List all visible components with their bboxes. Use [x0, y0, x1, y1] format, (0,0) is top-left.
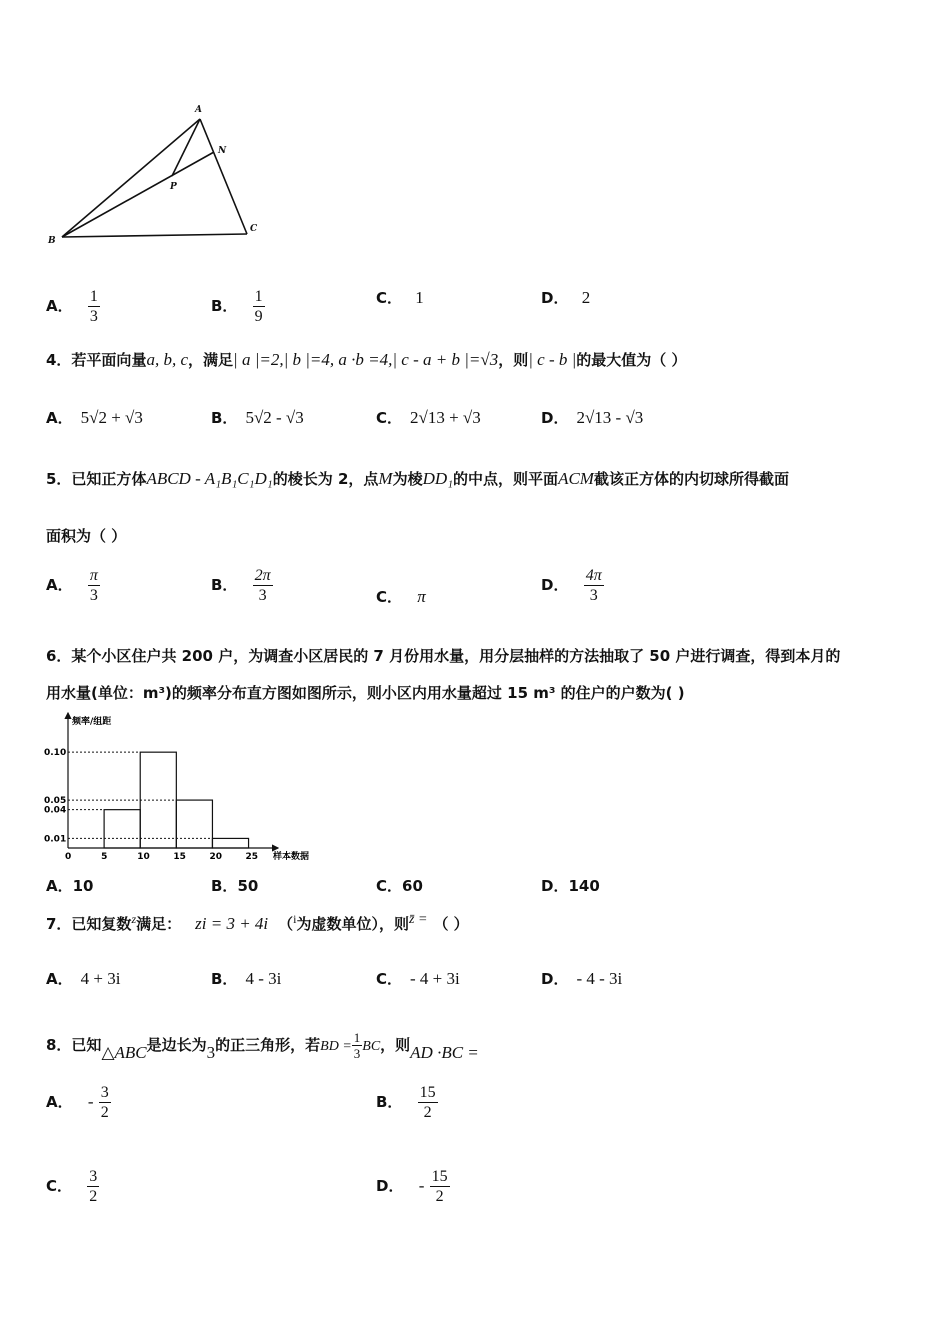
q8-dot-product: AD ·BC =: [410, 1043, 479, 1062]
histogram-bar: [176, 800, 212, 848]
fraction-denominator: 3: [258, 587, 267, 604]
option-letter: D．: [376, 1177, 404, 1195]
q4-option-d[interactable]: [541, 407, 643, 428]
option-letter: C．: [376, 409, 403, 427]
q7-paren: （: [278, 915, 294, 933]
q5-point: M: [378, 469, 393, 488]
segment-bn: [62, 152, 214, 237]
fraction-numerator: 2π: [254, 567, 271, 584]
x-tick-label: 15: [173, 852, 186, 862]
label-p: P: [170, 182, 177, 192]
q8-bc: BC: [362, 1039, 381, 1054]
fraction-denominator: 3: [589, 587, 598, 604]
option-letter: C．: [46, 1177, 73, 1195]
x-axis-label: 样本数据: [273, 852, 310, 862]
option-value: 1: [415, 288, 424, 307]
q5-mid1: 的棱长为 2，点: [272, 470, 379, 488]
question-6-line1: 6．某个小区住户共 200 户，为调查小区居民的 7 月份用水量，用分层抽样的方法抽取了 50 户进行调查，得到本月的: [46, 647, 841, 665]
question-6-line2: 用水量(单位：m³)的频率分布直方图如图所示，则小区内用水量超过 15 m³ 的住户的户数为( ): [46, 684, 685, 702]
option-value: 4 + 3i: [80, 969, 121, 988]
option-letter: A．: [46, 409, 73, 427]
question-7-stem: [46, 912, 469, 934]
option-value: 2√13 + √3: [410, 408, 481, 427]
q3-option-c[interactable]: [376, 287, 424, 308]
fraction-numerator: 1: [89, 288, 98, 305]
q4-option-a[interactable]: [46, 407, 143, 428]
q7-option-c[interactable]: [376, 968, 460, 989]
option-value: - 4 + 3i: [410, 969, 460, 988]
q7-option-b[interactable]: [211, 968, 281, 989]
option-letter: B．: [211, 970, 238, 988]
option-letter: D．: [541, 877, 569, 895]
q5-plane: ACM: [558, 469, 594, 488]
option-letter: B．: [211, 877, 238, 895]
q6-option-a[interactable]: [46, 875, 93, 896]
q7-option-d[interactable]: [541, 968, 622, 989]
q8-option-c[interactable]: [46, 1167, 99, 1206]
fraction-denominator: 3: [353, 1046, 361, 1061]
option-letter: C．: [376, 877, 403, 895]
option-letter: C．: [376, 588, 403, 606]
x-tick-label: 10: [137, 852, 150, 862]
question-8-stem: [46, 1030, 479, 1063]
q5-mid3: 的中点，则平面: [453, 470, 559, 488]
fraction-numerator: 15: [419, 1084, 436, 1101]
q7-prefix: 7．已知复数: [46, 915, 132, 933]
fraction-numerator: 15: [431, 1168, 448, 1185]
x-tick-label: 25: [245, 852, 259, 862]
q7-mid: 满足：: [136, 915, 182, 933]
option-letter: D．: [541, 409, 569, 427]
fraction-numerator: π: [89, 567, 98, 584]
x-tick-label: 5: [101, 852, 108, 862]
fraction-numerator: 3: [89, 1168, 98, 1185]
fraction-denominator: 9: [254, 308, 263, 325]
q8-option-b[interactable]: [376, 1083, 438, 1122]
histogram-bar: [104, 810, 140, 848]
y-tick-label: 0.01: [44, 834, 67, 845]
q5-cube: ABCD - A₁B₁C₁D₁: [146, 469, 273, 488]
q5-option-c[interactable]: [376, 586, 426, 607]
y-axis-label: 频率/组距: [72, 717, 112, 727]
q8-mid1: 是边长为: [146, 1036, 207, 1054]
histogram-bar: [212, 838, 248, 848]
q8-prefix: 8．已知: [46, 1036, 102, 1054]
option-value: 60: [402, 877, 423, 895]
label-n: N: [218, 146, 227, 156]
q8-side: 3: [206, 1043, 216, 1062]
edge-ac: [200, 119, 247, 234]
label-c: C: [250, 224, 258, 234]
q4-option-b[interactable]: [211, 407, 304, 428]
q8-triangle: △ABC: [101, 1043, 147, 1062]
q5-option-b[interactable]: [211, 566, 273, 605]
option-value: 5√2 + √3: [80, 408, 143, 427]
q8-bd: BD =: [320, 1039, 352, 1054]
q7-var: z: [131, 912, 137, 926]
fraction-denominator: 3: [89, 308, 98, 325]
q6-option-c[interactable]: [376, 875, 423, 896]
option-value: π: [417, 587, 426, 606]
option-sign: -: [87, 1092, 94, 1111]
fraction-numerator: 1: [254, 288, 263, 305]
q5-edge: DD₁: [422, 469, 454, 488]
question-5-line2: 面积为（ ）: [46, 527, 127, 545]
option-letter: D．: [541, 970, 569, 988]
option-letter: C．: [376, 289, 403, 307]
label-b: B: [48, 236, 56, 246]
question-5-stem: [46, 468, 789, 489]
fraction-denominator: 2: [100, 1104, 109, 1121]
fraction-denominator: 3: [89, 587, 98, 604]
option-value: 5√2 - √3: [245, 408, 304, 427]
q8-mid2: 的正三角形，若: [215, 1036, 321, 1054]
y-tick-label: 0.05: [44, 796, 67, 807]
q3-option-d[interactable]: [541, 287, 590, 308]
option-value: 50: [237, 877, 259, 895]
q5-option-d[interactable]: [541, 566, 604, 605]
triangle-figure: [40, 100, 270, 250]
option-value: 140: [568, 877, 600, 895]
q5-option-a[interactable]: [46, 566, 100, 605]
option-value: 2: [581, 288, 591, 307]
q8-then: ，则: [380, 1036, 411, 1054]
q4-option-c[interactable]: [376, 407, 481, 428]
q7-conjugate: z̄ =: [409, 912, 428, 927]
q4-expression: | c - b |: [528, 350, 577, 369]
q3-option-b[interactable]: [211, 287, 265, 326]
q6-option-d[interactable]: [541, 875, 600, 896]
y-tick-label: 0.10: [44, 748, 67, 759]
fraction-numerator: 4π: [585, 567, 602, 584]
edge-bc: [62, 234, 247, 237]
x-tick-label: 0: [65, 852, 72, 862]
option-letter: C．: [376, 970, 403, 988]
q6-option-b[interactable]: [211, 875, 258, 896]
q4-prefix: 4．若平面向量: [46, 351, 147, 369]
fraction-denominator: 2: [89, 1188, 98, 1205]
option-letter: D．: [541, 576, 569, 594]
q3-option-a[interactable]: [46, 287, 100, 326]
fraction-denominator: 2: [423, 1104, 432, 1121]
q7-note: 为虚数单位），则: [296, 915, 410, 933]
fraction-denominator: 2: [435, 1188, 444, 1205]
option-letter: D．: [541, 289, 569, 307]
q4-suffix: 的最大值为（ ）: [576, 351, 687, 369]
option-letter: A．: [46, 877, 73, 895]
option-letter: B．: [376, 1093, 403, 1111]
option-letter: A．: [46, 576, 73, 594]
option-sign: -: [418, 1176, 425, 1195]
q8-option-d[interactable]: [376, 1167, 450, 1206]
q7-equation: zi = 3 + 4i: [195, 914, 269, 933]
option-value: - 4 - 3i: [576, 969, 623, 988]
q4-condition: | a |=2,| b |=4, a ·b =4,| c - a + b |=√3: [233, 350, 499, 369]
option-value: 2√13 - √3: [576, 408, 644, 427]
fraction-numerator: 1: [353, 1030, 361, 1045]
option-letter: B．: [211, 297, 238, 315]
question-4-stem: [46, 349, 687, 370]
label-a: A: [195, 105, 202, 115]
option-letter: A．: [46, 297, 73, 315]
q7-option-a[interactable]: [46, 968, 120, 989]
option-letter: A．: [46, 970, 73, 988]
q5-suffix: 截该正方体的内切球所得截面: [593, 470, 789, 488]
fraction-numerator: 3: [100, 1084, 109, 1101]
q7-i: i: [293, 912, 297, 926]
frequency-histogram: [40, 710, 310, 865]
q4-vars: a, b, c: [146, 350, 188, 369]
y-tick-label: 0.04: [44, 805, 67, 816]
option-value: 10: [72, 877, 94, 895]
option-letter: B．: [211, 576, 238, 594]
edge-ab: [62, 119, 200, 237]
q5-mid2: 为棱: [392, 470, 423, 488]
option-letter: A．: [46, 1093, 73, 1111]
x-tick-label: 20: [209, 852, 222, 862]
option-value: 4 - 3i: [245, 969, 282, 988]
q4-then: ，则: [498, 351, 529, 369]
q5-prefix: 5．已知正方体: [46, 470, 147, 488]
option-letter: B．: [211, 409, 238, 427]
q7-suffix: （ ）: [433, 915, 469, 933]
q4-mid: ，满足: [188, 351, 234, 369]
q8-option-a[interactable]: [46, 1083, 111, 1122]
